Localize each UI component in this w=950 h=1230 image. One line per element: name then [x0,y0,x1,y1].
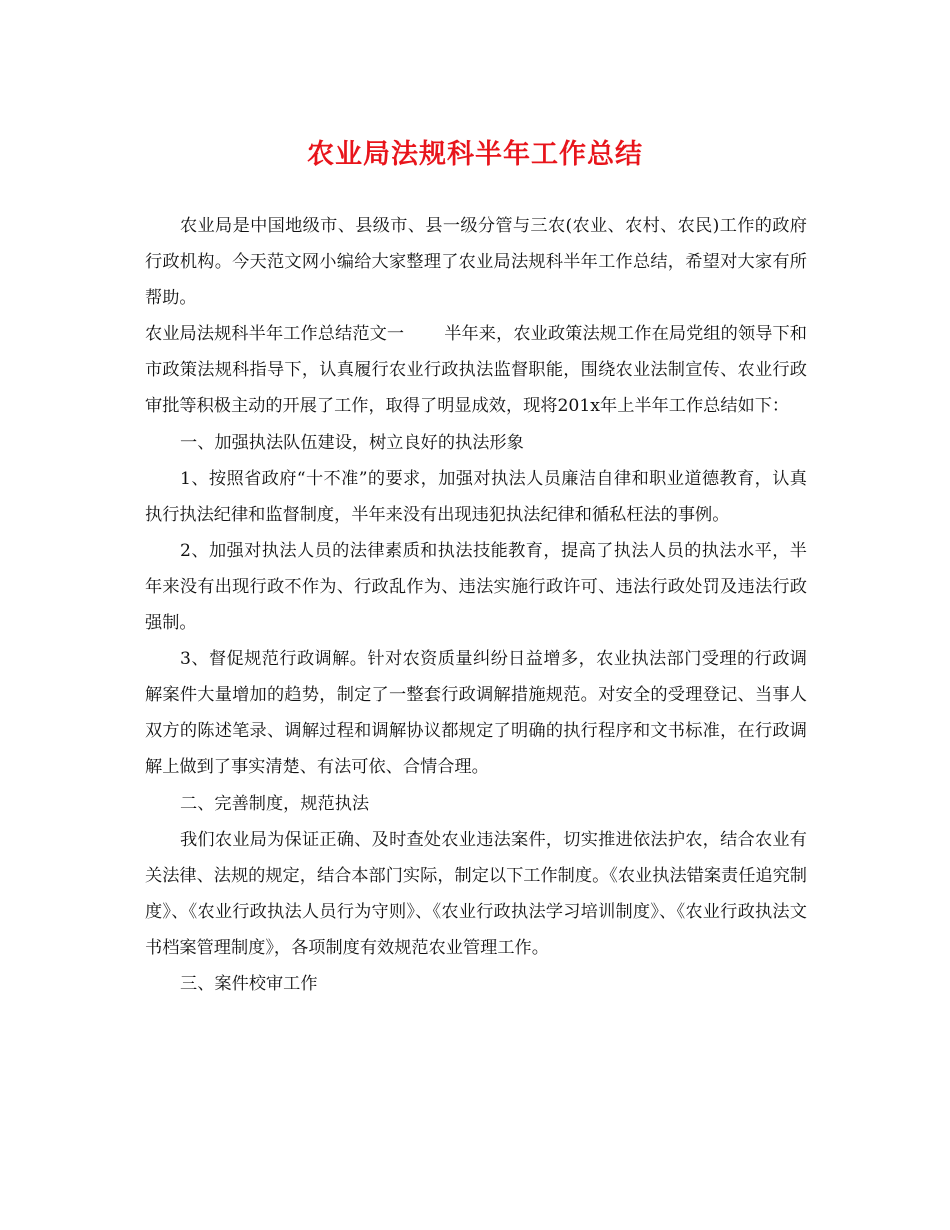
section-2-heading: 二、完善制度，规范执法 [180,793,370,814]
section-1-heading: 一、加强执法队伍建设，树立良好的执法形象 [180,432,524,453]
section-1-item-2: 2、加强对执法人员的法律素质和执法技能教育，提高了执法人员的执法水平，半年来没有出现行政不作为、行政乱作为、违法实施行政许可、违法行政处罚及违法行政强制。 [145,540,807,634]
section-2-paragraph: 我们农业局为保证正确、及时查处农业违法案件，切实推进依法护农，结合农业有关法律、法规的规定，结合本部门实际，制定以下工作制度。《农业执法错案责任追究制度》、《农业行政执法人员行为守则》、《农业行政执法学习培训制度》、《农业行政执法文书档案管理制度》，各项制度有效规范农业管理工作。 [145,829,807,958]
page-title: 农业局法规科半年工作总结 [307,139,643,170]
section-1-item-1: 1、按照省政府“十不准”的要求，加强对执法人员廉洁自律和职业道德教育，认真执行执法纪律和监督制度，半年来没有出现违犯执法纪律和循私枉法的事例。 [145,468,807,525]
sample-intro-text: 半年来，农业政策法规工作在局党组的领导下和市政策法规科指导下，认真履行农业行政执法监督职能，围绕农业法制宣传、农业行政审批等积极主动的开展了工作，取得了明显成效，现将201x年上半年工作总结如下： [145,324,807,417]
sample-intro-paragraph [145,316,807,424]
intro-paragraph: 农业局是中国地级市、县级市、县一级分管与三农(农业、农村、农民)工作的政府行政机构。今天范文网小编给大家整理了农业局法规科半年工作总结，希望对大家有所帮助。 [145,216,807,309]
section-1-item-3: 3、督促规范行政调解。针对农资质量纠纷日益增多，农业执法部门受理的行政调解案件大量增加的趋势，制定了一整套行政调解措施规范。对安全的受理登记、当事人双方的陈述笔录、调解过程和调解协议都规定了明确的执行程序和文书标准，在行政调解上做到了事实清楚、有法可依、合情合理。 [145,649,807,778]
document-body [145,208,807,1002]
section-3-heading: 三、案件校审工作 [180,973,318,994]
sample-heading: 农业局法规科半年工作总结范文一 [145,324,405,345]
